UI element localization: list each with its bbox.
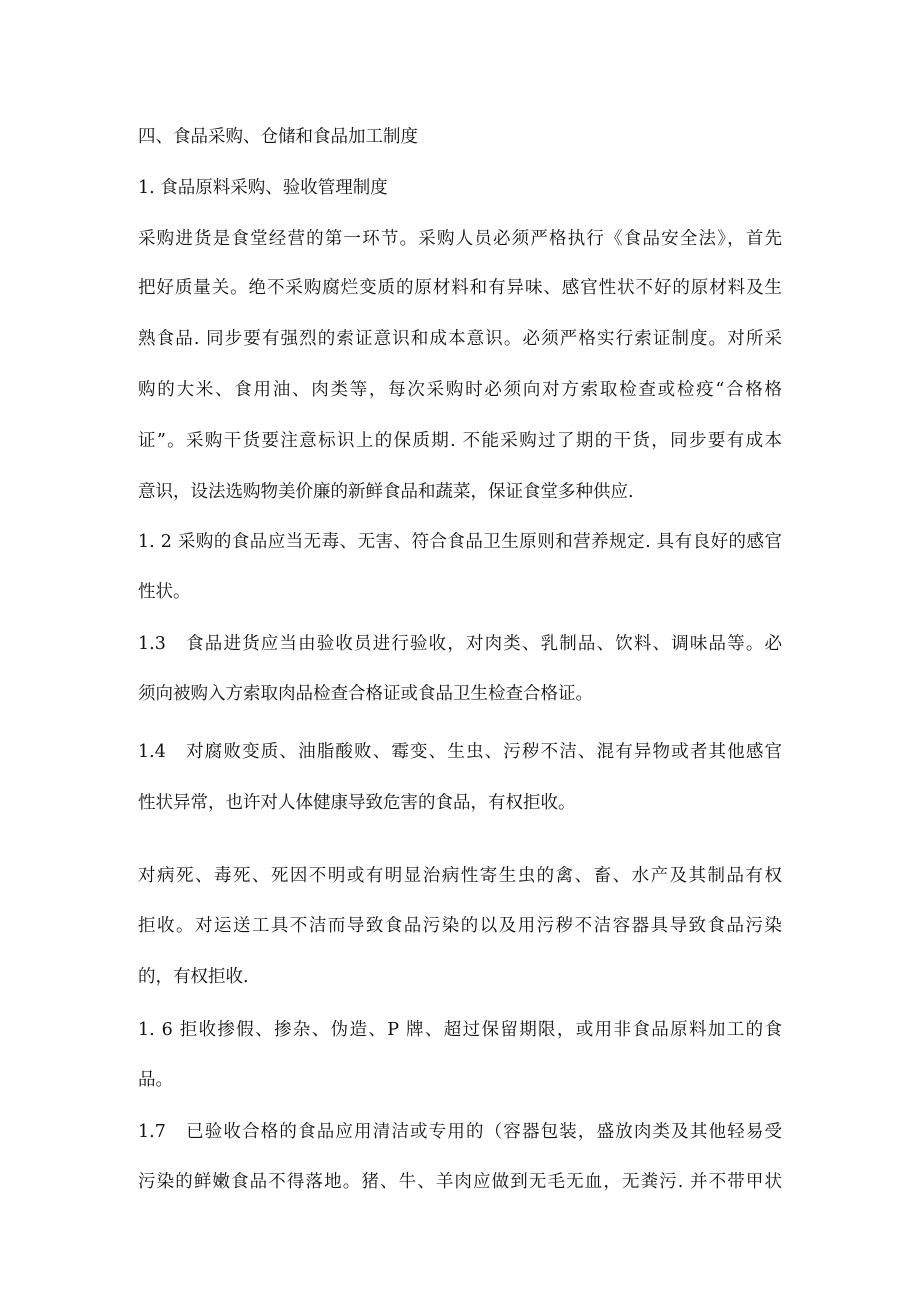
item-1-7-text: 已验收合格的食品应用清洁或专用的（容器包装，盛放肉类及其他轻易受	[185, 1122, 782, 1142]
item-1-6-line: 1. 6 拒收掺假、掺杂、伪造、P 牌、超过保留期限，或用非食品原料加工的食	[138, 1020, 782, 1040]
item-1-4-line: 性状异常，也许对人体健康导致危害的食品，有权拒收。	[138, 793, 576, 813]
heading: 四、食品采购、仓储和食品加工制度	[138, 127, 418, 147]
item-1-3-number: 1.3	[138, 634, 166, 654]
item-1-2-line: 性状。	[138, 582, 191, 602]
item-1-2-line: 1. 2 采购的食品应当无毒、无害、符合食品卫生原则和营养规定. 具有良好的感官	[138, 532, 782, 552]
item-1-6-line: 品。	[138, 1070, 173, 1090]
item-1-3-line	[138, 632, 782, 656]
reject-para-line: 的，有权拒收.	[138, 967, 249, 987]
item-1-7-number: 1.7	[138, 1122, 166, 1142]
para1-line: 意识，设法选购物美价廉的新鲜食品和蔬菜，保证食堂多种供应.	[138, 482, 634, 502]
item-1-4-text: 对腐败变质、油脂酸败、霉变、生虫、污秽不洁、混有异物或者其他感官	[185, 742, 782, 762]
item-1-4-line	[138, 740, 782, 764]
section-title: 1. 食品原料采购、验收管理制度	[138, 178, 388, 198]
reject-para-line: 对病死、毒死、死因不明或有明显治病性寄生虫的禽、畜、水产及其制品有权	[138, 866, 782, 886]
para1-line: 采购进货是食堂经营的第一环节。采购人员必须严格执行《食品安全法》，首先	[138, 229, 782, 249]
item-1-3-line: 须向被购入方索取肉品检查合格证或食品卫生检查合格证。	[138, 684, 593, 704]
item-1-3-text: 食品进货应当由验收员进行验收，对肉类、乳制品、饮料、调味品等。必	[185, 634, 782, 654]
item-1-7-line	[138, 1120, 782, 1144]
para1-line: 熟食品. 同步要有强烈的索证意识和成本意识。必须严格实行索证制度。对所采	[138, 329, 782, 349]
para1-line: 证”。采购干货要注意标识上的保质期. 不能采购过了期的干货，同步要有成本	[138, 431, 782, 451]
para1-line: 购的大米、食用油、肉类等，每次采购时必须向对方索取检查或检疫“合格格	[138, 380, 782, 400]
para1-line: 把好质量关。绝不采购腐烂变质的原材料和有异味、感官性状不好的原材料及生	[138, 278, 782, 298]
reject-para-line: 拒收。对运送工具不洁而导致食品污染的以及用污秽不洁容器具导致食品污染	[138, 916, 782, 936]
item-1-4-number: 1.4	[138, 742, 166, 762]
item-1-7-line: 污染的鲜嫩食品不得落地。猪、牛、羊肉应做到无毛无血，无粪污. 并不带甲状	[138, 1172, 782, 1192]
